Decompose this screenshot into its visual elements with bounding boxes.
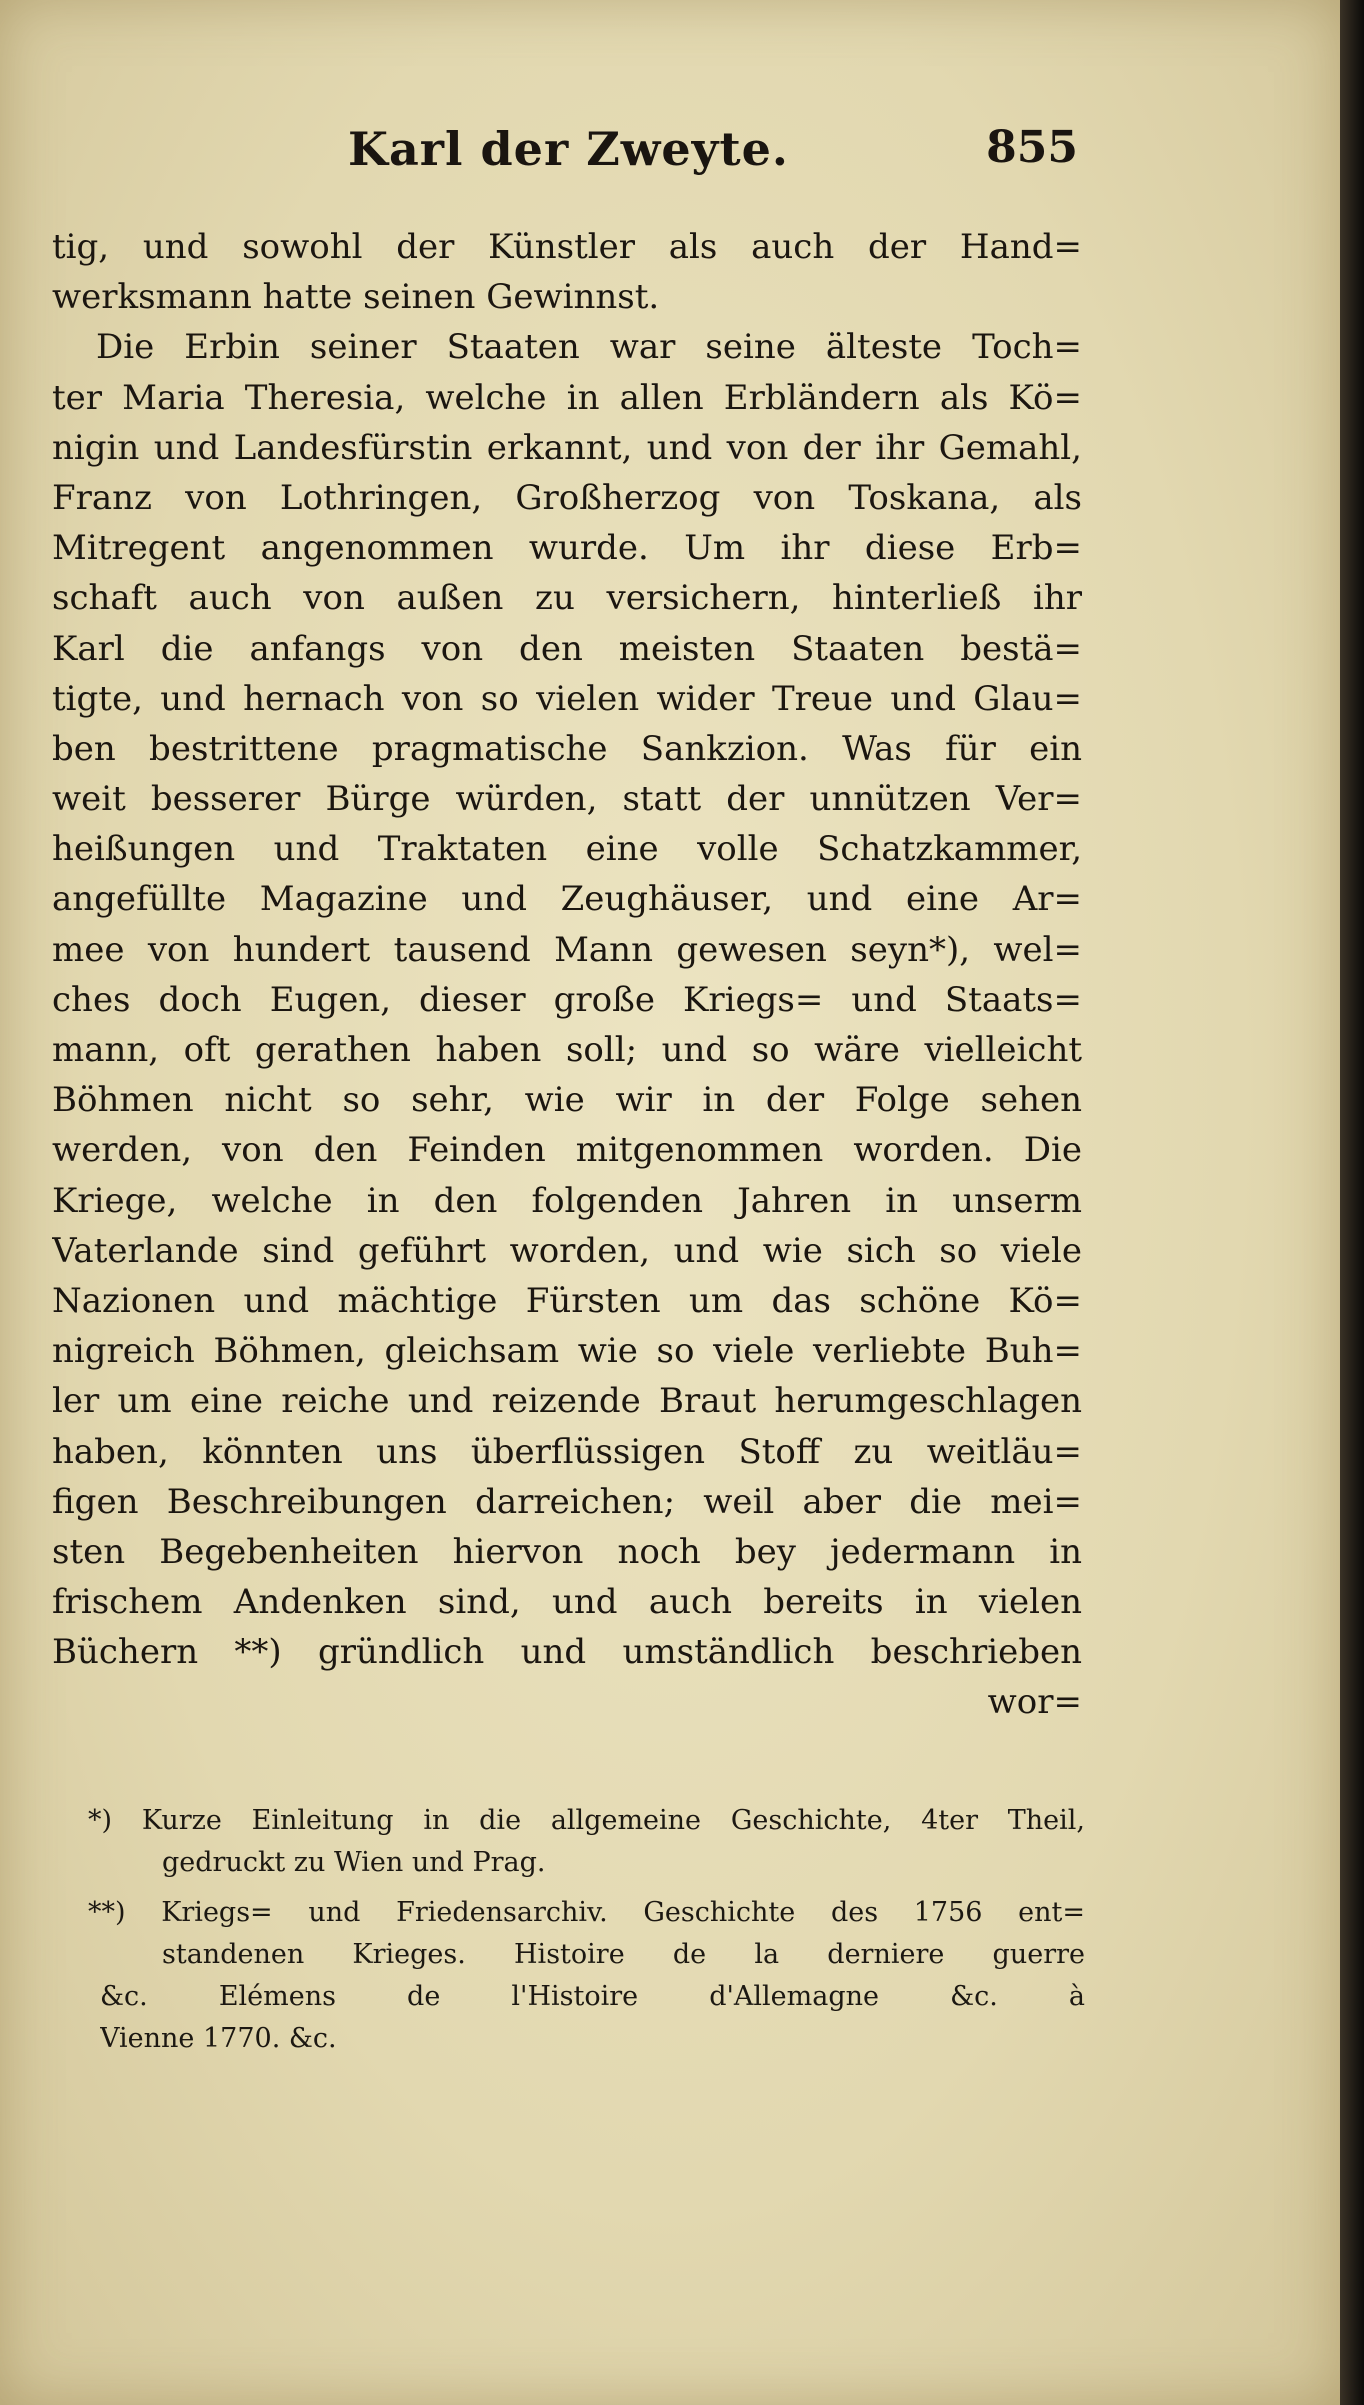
text-line: sten Begebenheiten hiervon noch bey jedermann in (52, 1531, 1082, 1572)
text-line: werden, von den Feinden mitgenommen worden. Die (52, 1130, 1082, 1171)
footnote-line: Vienne 1770. &c. (100, 2023, 337, 2054)
page-number: 855 (986, 122, 1078, 173)
text-line: nigreich Böhmen, gleichsam wie so viele verliebte Buh= (52, 1331, 1082, 1372)
text-line: Kriege, welche in den folgenden Jahren in unserm (52, 1180, 1082, 1221)
text-line: ben bestrittene pragmatische Sankzion. Was für ein (52, 728, 1082, 769)
text-line: weit besserer Bürge würden, statt der unnützen Ver= (52, 779, 1082, 820)
text-line: ches doch Eugen, dieser große Kriegs= und Staats= (52, 979, 1082, 1020)
text-line: Vaterlande sind geführt worden, und wie sich so viele (52, 1230, 1082, 1271)
text-line: nigin und Landesfürstin erkannt, und von der ihr Gemahl, (52, 427, 1082, 468)
text-line: angefüllte Magazine und Zeughäuser, und eine Ar= (52, 879, 1082, 920)
footnote-line: &c. Elémens de l'Histoire d'Allemagne &c. à (100, 1981, 1085, 2012)
text-line: figen Beschreibungen darreichen; weil aber die mei= (52, 1481, 1082, 1522)
text-line: Nazionen und mächtige Fürsten um das schöne Kö= (52, 1280, 1082, 1321)
running-title: Karl der Zweyte. (348, 122, 789, 176)
text-line: haben, könnten uns überflüssigen Stoff zu weitläu= (52, 1431, 1082, 1472)
text-line: Karl die anfangs von den meisten Staaten bestä= (52, 628, 1082, 669)
text-line: ter Maria Theresia, welche in allen Erbländern als Kö= (52, 377, 1082, 418)
footnotes (88, 1800, 1085, 2060)
text-line: tigte, und hernach von so vielen wider Treue und Glau= (52, 678, 1082, 719)
footnote-line: standenen Krieges. Histoire de la derniere guerre (162, 1939, 1085, 1970)
footnote-line: **) Kriegs= und Friedensarchiv. Geschichte des 1756 ent= (88, 1897, 1085, 1928)
text-line: Franz von Lothringen, Großherzog von Toskana, als (52, 477, 1082, 518)
text-line: Böhmen nicht so sehr, wie wir in der Folge sehen (52, 1080, 1082, 1121)
text-line: werksmann hatte seinen Gewinnst. (52, 277, 660, 318)
text-line: schaft auch von außen zu versichern, hinterließ ihr (52, 578, 1082, 619)
text-line: tig, und sowohl der Künstler als auch der Hand= (52, 227, 1082, 267)
text-line: Die Erbin seiner Staaten war seine älteste Toch= (96, 327, 1082, 368)
catchword: wor= (987, 1682, 1082, 1723)
book-binding-edge (1340, 0, 1364, 2405)
body-text (52, 222, 1082, 1728)
text-line: frischem Andenken sind, und auch bereits in vielen (52, 1582, 1082, 1623)
footnote-line: *) Kurze Einleitung in die allgemeine Geschichte, 4ter Theil, (88, 1805, 1085, 1836)
page-header (48, 122, 1078, 202)
text-line: Mitregent angenommen wurde. Um ihr diese Erb= (52, 528, 1082, 569)
text-line: mee von hundert tausend Mann gewesen seyn*), wel= (52, 929, 1082, 970)
text-line: heißungen und Traktaten eine volle Schatzkammer, (52, 829, 1082, 870)
text-line: mann, oft gerathen haben soll; und so wäre vielleicht (52, 1030, 1082, 1070)
text-line: Büchern **) gründlich und umständlich beschrieben (52, 1632, 1082, 1673)
footnote-line: gedruckt zu Wien und Prag. (162, 1847, 546, 1878)
text-line: ler um eine reiche und reizende Braut herumgeschlagen (52, 1381, 1082, 1422)
